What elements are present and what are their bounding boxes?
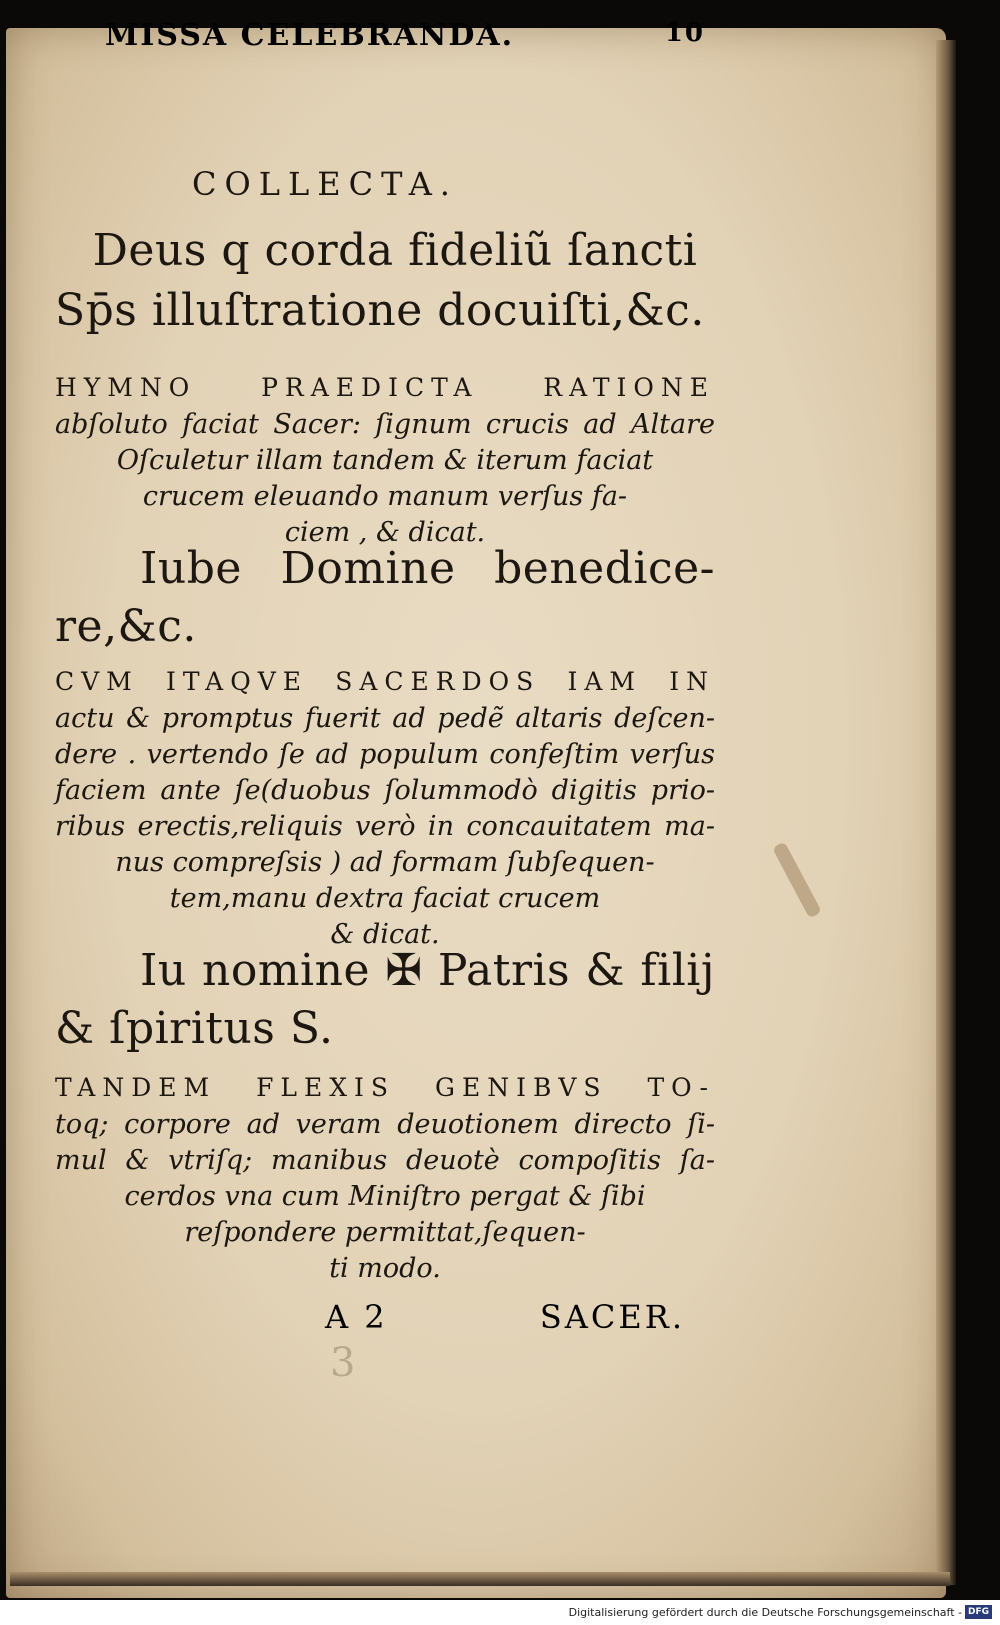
rubric-line: faciem ante ſe(duobus ſolummodò digitis prio- <box>55 775 715 806</box>
rubric-line: nus compreſsis ) ad formam ſubſequen- <box>115 847 655 878</box>
collect-line: Deus q corda fideliũ ſancti <box>92 225 698 276</box>
running-title: MISSA CELEBRANDA. <box>105 18 515 53</box>
page-edge <box>936 40 956 1585</box>
rubric-line: dere . vertendo ſe ad populum confeſtim verſus <box>55 739 715 770</box>
rubric-line: reſpondere permittat,ſequen- <box>184 1217 586 1248</box>
rubric-line: actu & promptus fuerit ad pedẽ altaris deſcen- <box>55 703 715 734</box>
rubric-line: ciem , & dicat. <box>284 517 486 548</box>
folio-number: 10 <box>664 18 705 48</box>
rubric-line: cerdos vna cum Miniſtro pergat & ſibi <box>124 1181 646 1212</box>
digitization-credit: Digitalisierung gefördert durch die Deutsche Forschungsgemeinschaft - <box>568 1606 962 1619</box>
rubric-line: mul & vtriſq; manibus deuotè compoſitis ſa- <box>55 1145 715 1176</box>
rubric-line: tem,manu dextra faciat crucem <box>169 883 601 914</box>
dfg-logo-icon: DFG <box>965 1605 992 1619</box>
rubric-line: crucem eleuando manum verſus fa- <box>142 481 628 512</box>
rubric-line: HYMNO PRAEDICTA RATIONE <box>55 373 715 402</box>
collect-line: Sp̄s illuſtratione docuiſti,&c. <box>55 285 705 336</box>
catchword: SACER. <box>539 1298 685 1336</box>
signature-mark: A 2 <box>325 1298 388 1336</box>
rubric-line: abſoluto faciat Sacer: ſignum crucis ad Altare <box>55 409 715 440</box>
rubric-line: TANDEM FLEXIS GENIBVS TO- <box>55 1073 715 1102</box>
rubric-line: ti modo. <box>329 1253 441 1284</box>
blessing-line: re,&c. <box>55 601 197 652</box>
page-footer <box>325 1298 685 1338</box>
section-heading: COLLECTA. <box>192 165 458 203</box>
rubric-line: CVM ITAQVE SACERDOS IAM IN <box>55 667 715 696</box>
page-bottom-edge <box>10 1572 950 1586</box>
blessing-line: Iube Domine benedice- <box>140 543 715 594</box>
rubric-line: Oſculetur illam tandem & iterum faciat <box>116 445 654 476</box>
rubric-line: toq; corpore ad veram deuotionem directo ſi- <box>55 1109 715 1140</box>
rubric-line: & dicat. <box>330 919 440 950</box>
page-header <box>105 18 705 58</box>
pencil-annotation: 3 <box>330 1340 356 1386</box>
invocation-line: & ſpiritus S. <box>55 1003 334 1054</box>
invocation-line: Iu nomine ✠ Patris & filij <box>140 945 715 996</box>
rubric-line: ribus erectis,reliquis verò in concauitatem ma- <box>55 811 715 842</box>
